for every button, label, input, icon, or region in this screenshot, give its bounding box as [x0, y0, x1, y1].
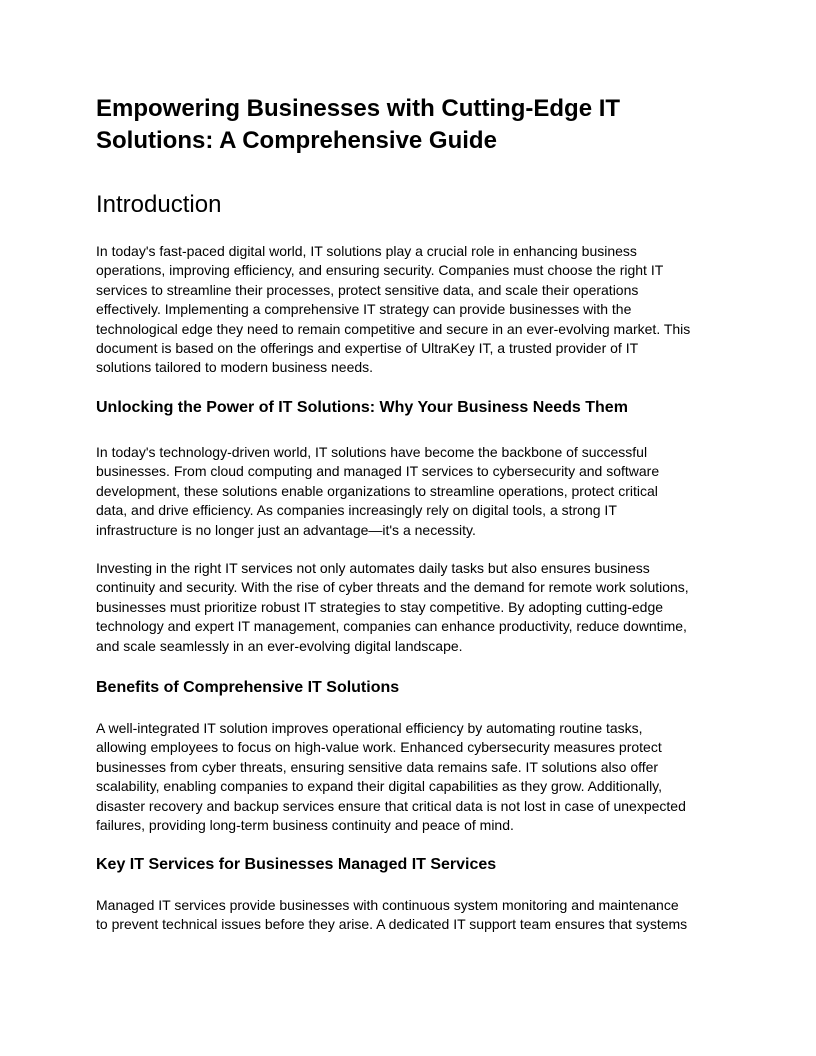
- text-line: failures, providing long-term business continuity and peace of mind.: [96, 817, 514, 834]
- text-line: technological edge they need to remain competitive and secure in an ever-evolving market. This: [96, 320, 691, 337]
- document-title: [96, 93, 720, 157]
- benefits-heading: Benefits of Comprehensive IT Solutions: [96, 679, 400, 696]
- text-line: In today's technology-driven world, IT solutions have become the backbone of successful: [96, 444, 648, 460]
- text-line: Managed IT services provide businesses with continuous system monitoring and maintenance: [96, 897, 679, 913]
- unlocking-paragraph-2: [96, 559, 720, 656]
- introduction-heading: Introduction: [96, 191, 222, 218]
- text-line: businesses must prioritize robust IT strategies to stay competitive. By adopting cutting-edge: [96, 598, 664, 615]
- key-services-heading: Key IT Services for Businesses Managed IT Services: [96, 856, 497, 873]
- text-line: businesses. From cloud computing and managed IT services to cybersecurity and software: [96, 463, 660, 480]
- text-line: scalability, enabling companies to expand their digital capabilities as they grow. Additionally,: [96, 778, 663, 795]
- title-line: Solutions: A Comprehensive Guide: [96, 127, 497, 154]
- text-line: technology and expert IT management, companies can enhance productivity, reduce downtime,: [96, 618, 687, 635]
- text-line: disaster recovery and backup services ensure that critical data is not lost in case of unexpected: [96, 797, 686, 814]
- introduction-paragraph: [96, 242, 720, 378]
- text-line: to prevent technical issues before they arise. A dedicated IT support team ensures that systems: [96, 916, 688, 933]
- text-line: continuity and security. With the rise of cyber threats and the demand for remote work solutions,: [96, 579, 689, 596]
- text-line: infrastructure is no longer just an advantage—it's a necessity.: [96, 521, 476, 538]
- title-line: Empowering Businesses with Cutting-Edge IT: [96, 95, 621, 122]
- text-line: effectively. Implementing a comprehensive IT strategy can provide businesses with the: [96, 301, 632, 318]
- text-line: solutions tailored to modern business needs.: [96, 359, 374, 376]
- benefits-paragraph: [96, 719, 720, 835]
- text-line: A well-integrated IT solution improves operational efficiency by automating routine tasks,: [96, 720, 643, 736]
- text-line: businesses from cyber threats, ensuring sensitive data remains safe. IT solutions also offer: [96, 758, 659, 775]
- text-line: operations, improving efficiency, and ensuring security. Companies must choose the right IT: [96, 262, 664, 279]
- text-line: and scale seamlessly in an ever-evolving digital landscape.: [96, 637, 463, 654]
- text-line: allowing employees to focus on high-value work. Enhanced cybersecurity measures protect: [96, 739, 662, 756]
- text-line: document is based on the offerings and expertise of UltraKey IT, a trusted provider of IT: [96, 340, 639, 357]
- text-line: Investing in the right IT services not only automates daily tasks but also ensures business: [96, 560, 650, 576]
- text-line: data, and drive efficiency. As companies increasingly rely on digital tools, a strong IT: [96, 502, 617, 519]
- key-services-paragraph: [96, 896, 720, 935]
- text-line: development, these solutions enable organizations to streamline operations, protect critical: [96, 482, 658, 499]
- text-line: In today's fast-paced digital world, IT solutions play a crucial role in enhancing business: [96, 243, 637, 259]
- unlocking-heading: Unlocking the Power of IT Solutions: Why Your Business Needs Them: [96, 399, 628, 416]
- text-line: services to streamline their processes, protect sensitive data, and scale their operations: [96, 281, 639, 298]
- unlocking-paragraph-1: [96, 443, 720, 540]
